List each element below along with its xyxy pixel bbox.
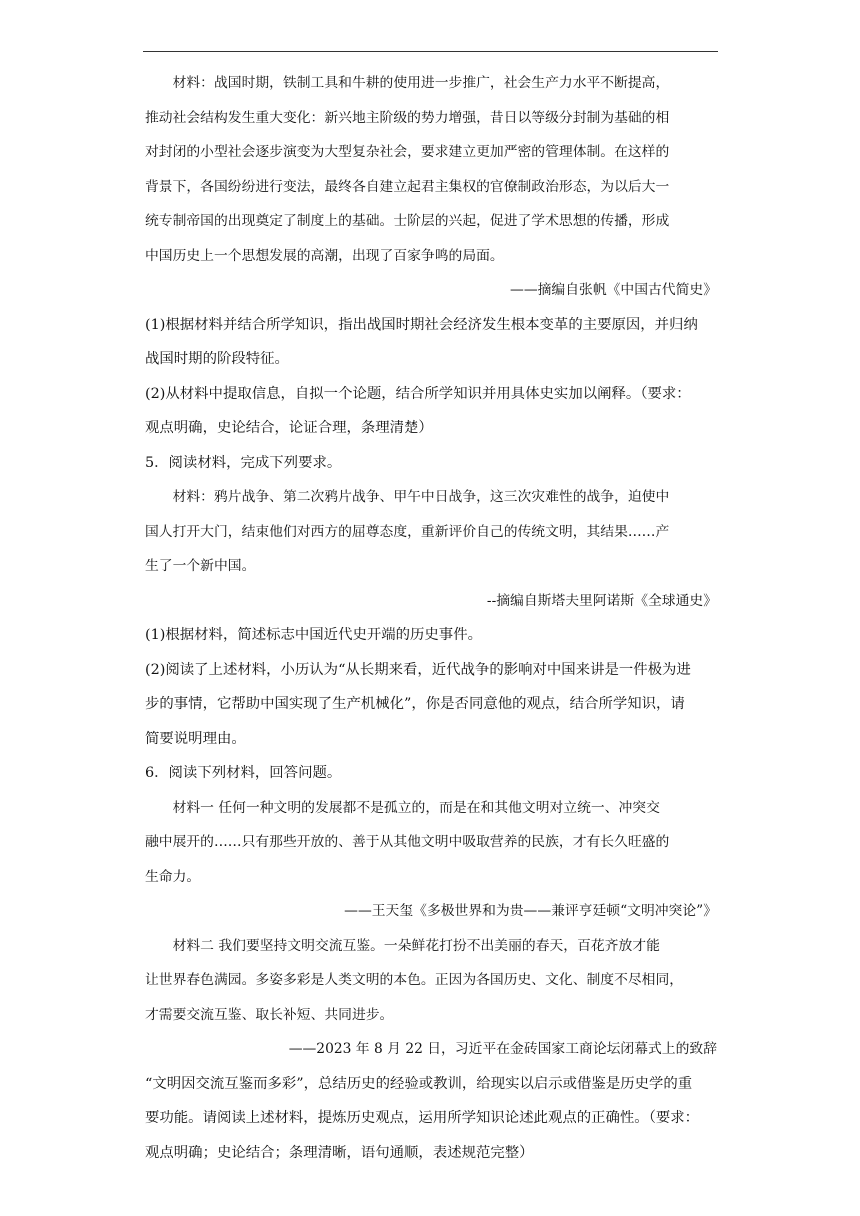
- header-rule: [143, 51, 718, 52]
- q6-m1-line: 材料一 任何一种文明的发展都不是孤立的，而是在和其他文明对立统一、冲突交: [172, 799, 660, 816]
- q4-material-line: 材料：战国时期，铁制工具和牛耕的使用进一步推广，社会生产力水平不断提高，: [172, 75, 670, 91]
- q6-m2-line: 材料二 我们要坚持文明交流互鉴。一朵鲜花打扮不出美丽的春天，百花齐放才能: [172, 937, 660, 954]
- q6-m1-source: ——王天玺《多极世界和为贵——兼评亨廷顿“文明冲突论”》: [344, 903, 717, 919]
- q6-m2-line: 才需要交流互鉴、取长补短、共同进步。: [145, 1006, 394, 1023]
- q5-title: 5．阅读材料，完成下列要求。: [145, 454, 342, 471]
- q6-material-1: [145, 791, 717, 895]
- q6-title: 6．阅读下列材料，回答问题。: [145, 765, 342, 781]
- q4-subquestion-1: [145, 308, 717, 377]
- exam-page-content: [145, 66, 717, 1170]
- q5-sub2-line: 简要说明理由。: [145, 730, 246, 747]
- q5-sub2-line: (2)阅读了上述材料，小历认为“从长期来看，近代战争的影响对中国来讲是一件极为进: [145, 661, 691, 678]
- q6-question-line: 观点明确；史论结合；条理清晰，语句通顺，表述规范完整）: [145, 1144, 534, 1161]
- q4-material-line: 统专制帝国的出现奠定了制度上的基础。士阶层的兴起，促进了学术思想的传播，形成: [145, 213, 670, 229]
- q5-sub2-line: 步的事情，它帮助中国实现了生产机械化”，你是否同意他的观点，结合所学知识，请: [145, 696, 685, 712]
- q6-material-2: [145, 929, 717, 1033]
- q5-material-line: 生了一个新中国。: [145, 558, 256, 574]
- q6-question: [145, 1067, 717, 1171]
- q4-material: [145, 66, 717, 273]
- q5-material-line: 材料：鸦片战争、第二次鸦片战争、甲午中日战争，这三次灾难性的战争，迫使中: [172, 489, 670, 505]
- q4-subquestion-2: [145, 377, 717, 446]
- q5-subquestion-2: [145, 653, 717, 757]
- q4-sub2-line: 观点明确，史论结合，论证合理，条理清楚）: [145, 420, 433, 436]
- q6-question-line: 要功能。请阅读上述材料，提炼历史观点，运用所学知识论述此观点的正确性。（要求：: [145, 1110, 700, 1126]
- q4-material-line: 推动社会结构发生重大变化：新兴地主阶级的势力增强，昔日以等级分封制为基础的相: [145, 109, 670, 126]
- q4-material-line: 中国历史上一个思想发展的高潮，出现了百家争鸣的局面。: [145, 247, 504, 264]
- q4-sub1-line: (1)根据材料并结合所学知识，指出战国时期社会经济发生根本变革的主要原因，并归纳: [145, 316, 698, 333]
- q5-material-line: 国人打开大门，结束他们对西方的屈尊态度，重新评价自己的传统文明，其结果……产: [145, 523, 670, 540]
- q6-m2-source: ——2023 年 8 月 22 日，习近平在金砖国家工商论坛闭幕式上的致辞: [288, 1041, 717, 1057]
- q5-source: --摘编自斯塔夫里阿诺斯《全球通史》: [486, 592, 717, 609]
- q6-m2-line: 让世界春色满园。多姿多彩是人类文明的本色。正因为各国历史、文化、制度不尽相同，: [145, 972, 684, 988]
- q4-sub2-line: (2)从材料中提取信息，自拟一个论题，结合所学知识并用具体史实加以阐释。（要求：: [145, 385, 691, 402]
- q5-subquestion-1: (1)根据材料，简述标志中国近代史开端的历史事件。: [145, 627, 482, 643]
- q4-sub1-line: 战国时期的阶段特征。: [145, 351, 289, 367]
- q4-material-line: 对封闭的小型社会逐步演变为大型复杂社会，要求建立更加严密的管理体制。在这样的: [145, 144, 670, 160]
- q6-question-line: “文明因交流互鉴而多彩”，总结历史的经验或教训，给现实以启示或借鉴是历史学的重: [145, 1075, 693, 1092]
- q6-m1-line: 融中展开的……只有那些开放的、善于从其他文明中吸取营养的民族，才有长久旺盛的: [145, 834, 670, 850]
- q4-material-line: 背景下，各国纷纷进行变法，最终各自建立起君主集权的官僚制政治形态，为以后大一: [145, 178, 670, 195]
- q5-material: [145, 480, 717, 584]
- q6-m1-line: 生命力。: [145, 868, 201, 885]
- q4-source: ——摘编自张帆《中国古代简史》: [510, 282, 717, 298]
